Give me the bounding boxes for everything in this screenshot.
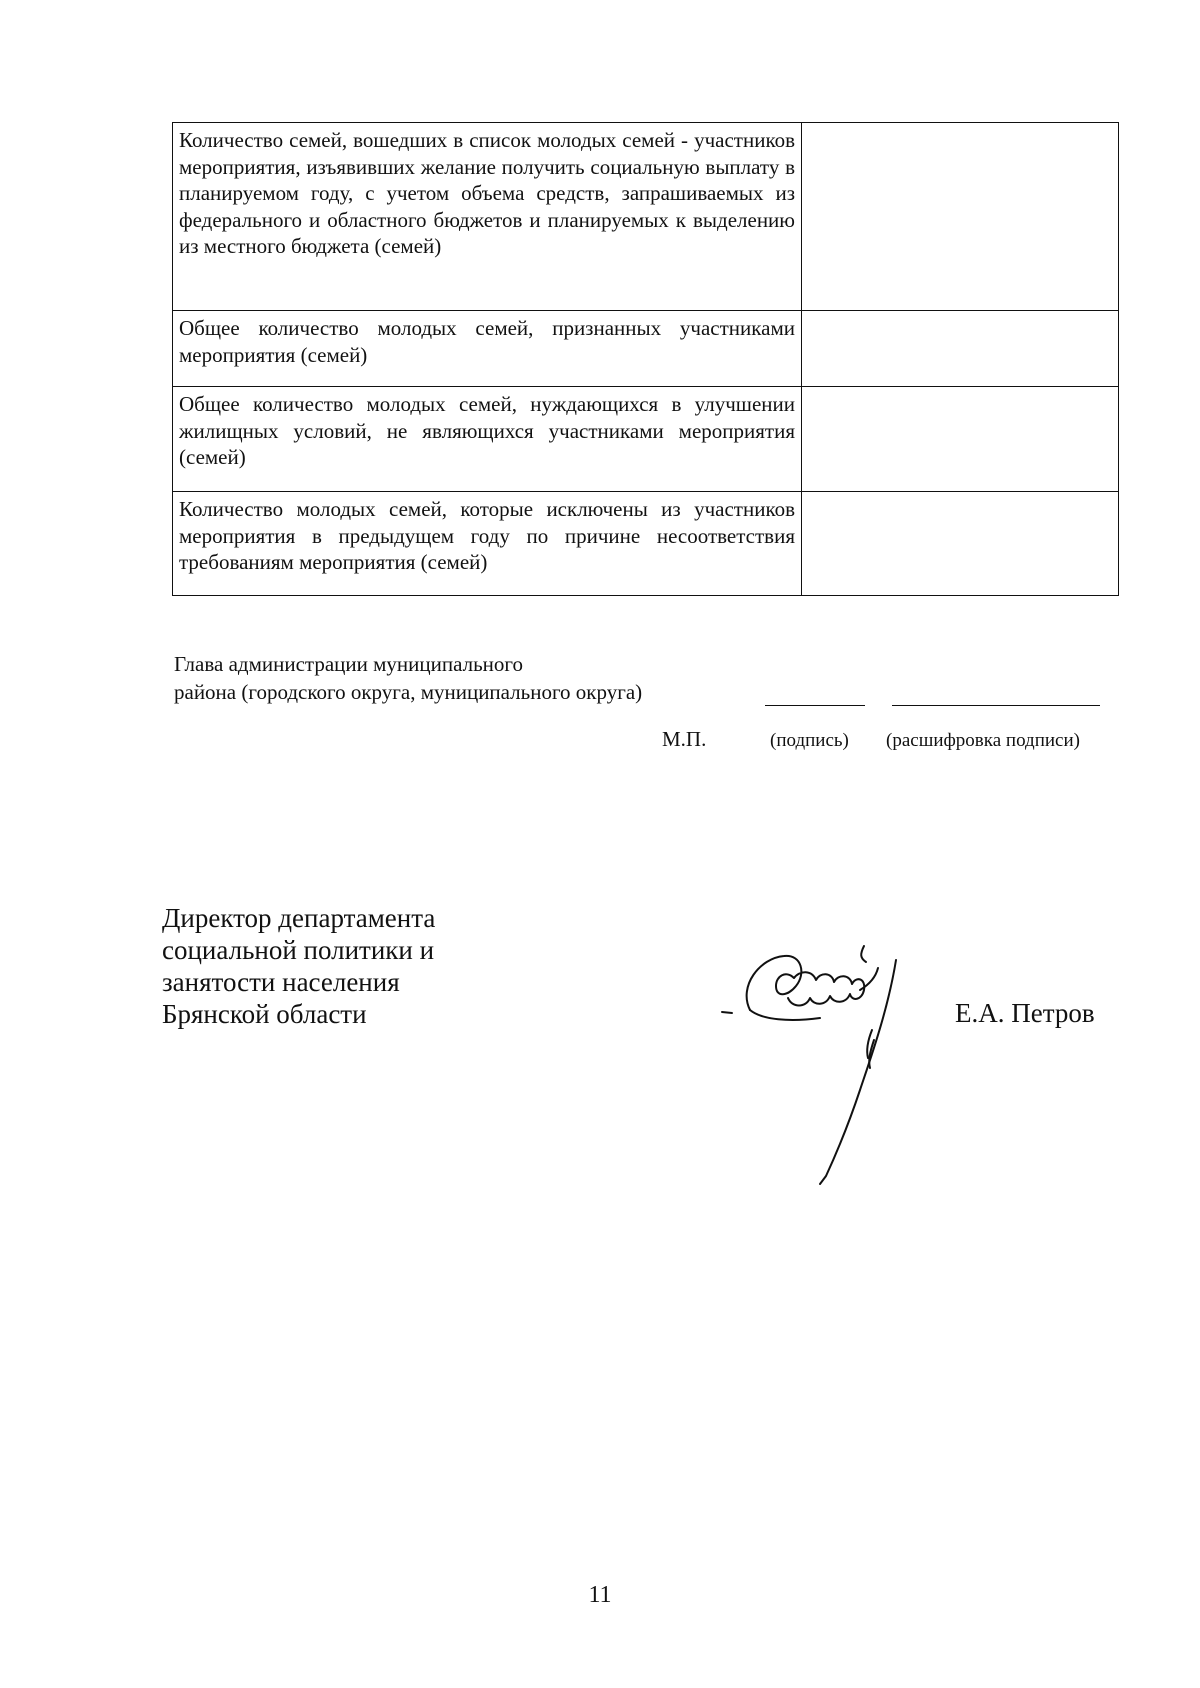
stamp-place-label: М.П. [662, 727, 707, 751]
signature-decode-line [892, 705, 1100, 706]
director-title-line-4: Брянской области [162, 999, 367, 1029]
row-label: Общее количество молодых семей, признанных участниками мероприятия (семей) [173, 311, 802, 387]
director-title-line-1: Директор департамента [162, 903, 436, 933]
head-title-line-1: Глава администрации муниципального [174, 652, 523, 676]
row-value [802, 123, 1119, 311]
row-label: Количество семей, вошедших в список молодых семей - участников мероприятия, изъявивших желание получить социальную выплату в планируемом году, с учетом объема средств, запрашиваемых из федерального и областного бюджетов и планируемых к выделению из местного бюджета (семей) [173, 123, 802, 311]
row-label: Общее количество молодых семей, нуждающихся в улучшении жилищных условий, не являющихся участниками мероприятия (семей) [173, 387, 802, 492]
signature-line [765, 705, 865, 706]
page-number: 11 [588, 1582, 612, 1608]
director-title-line-2: социальной политики и [162, 935, 435, 965]
table-row [173, 387, 1119, 492]
row-value [802, 387, 1119, 492]
row-label: Количество молодых семей, которые исключены из участников мероприятия в предыдущем году по причине несоответствия требованиям мероприятия (семей) [173, 492, 802, 596]
director-title [162, 902, 435, 1030]
table-row [173, 492, 1119, 596]
table-row [173, 123, 1119, 311]
row-value [802, 311, 1119, 387]
handwritten-signature [710, 940, 940, 1190]
row-value [802, 492, 1119, 596]
table-row [173, 311, 1119, 387]
signature-decode-caption: (расшифровка подписи) [886, 730, 1080, 751]
head-of-administration-title [174, 650, 642, 706]
signature-caption: (подпись) [770, 730, 849, 751]
head-title-line-2: района (городского округа, муниципального округа) [174, 680, 643, 704]
director-title-line-3: занятости населения [162, 967, 400, 997]
director-name: Е.А. Петров [955, 998, 1095, 1028]
indicators-table [172, 122, 1119, 596]
